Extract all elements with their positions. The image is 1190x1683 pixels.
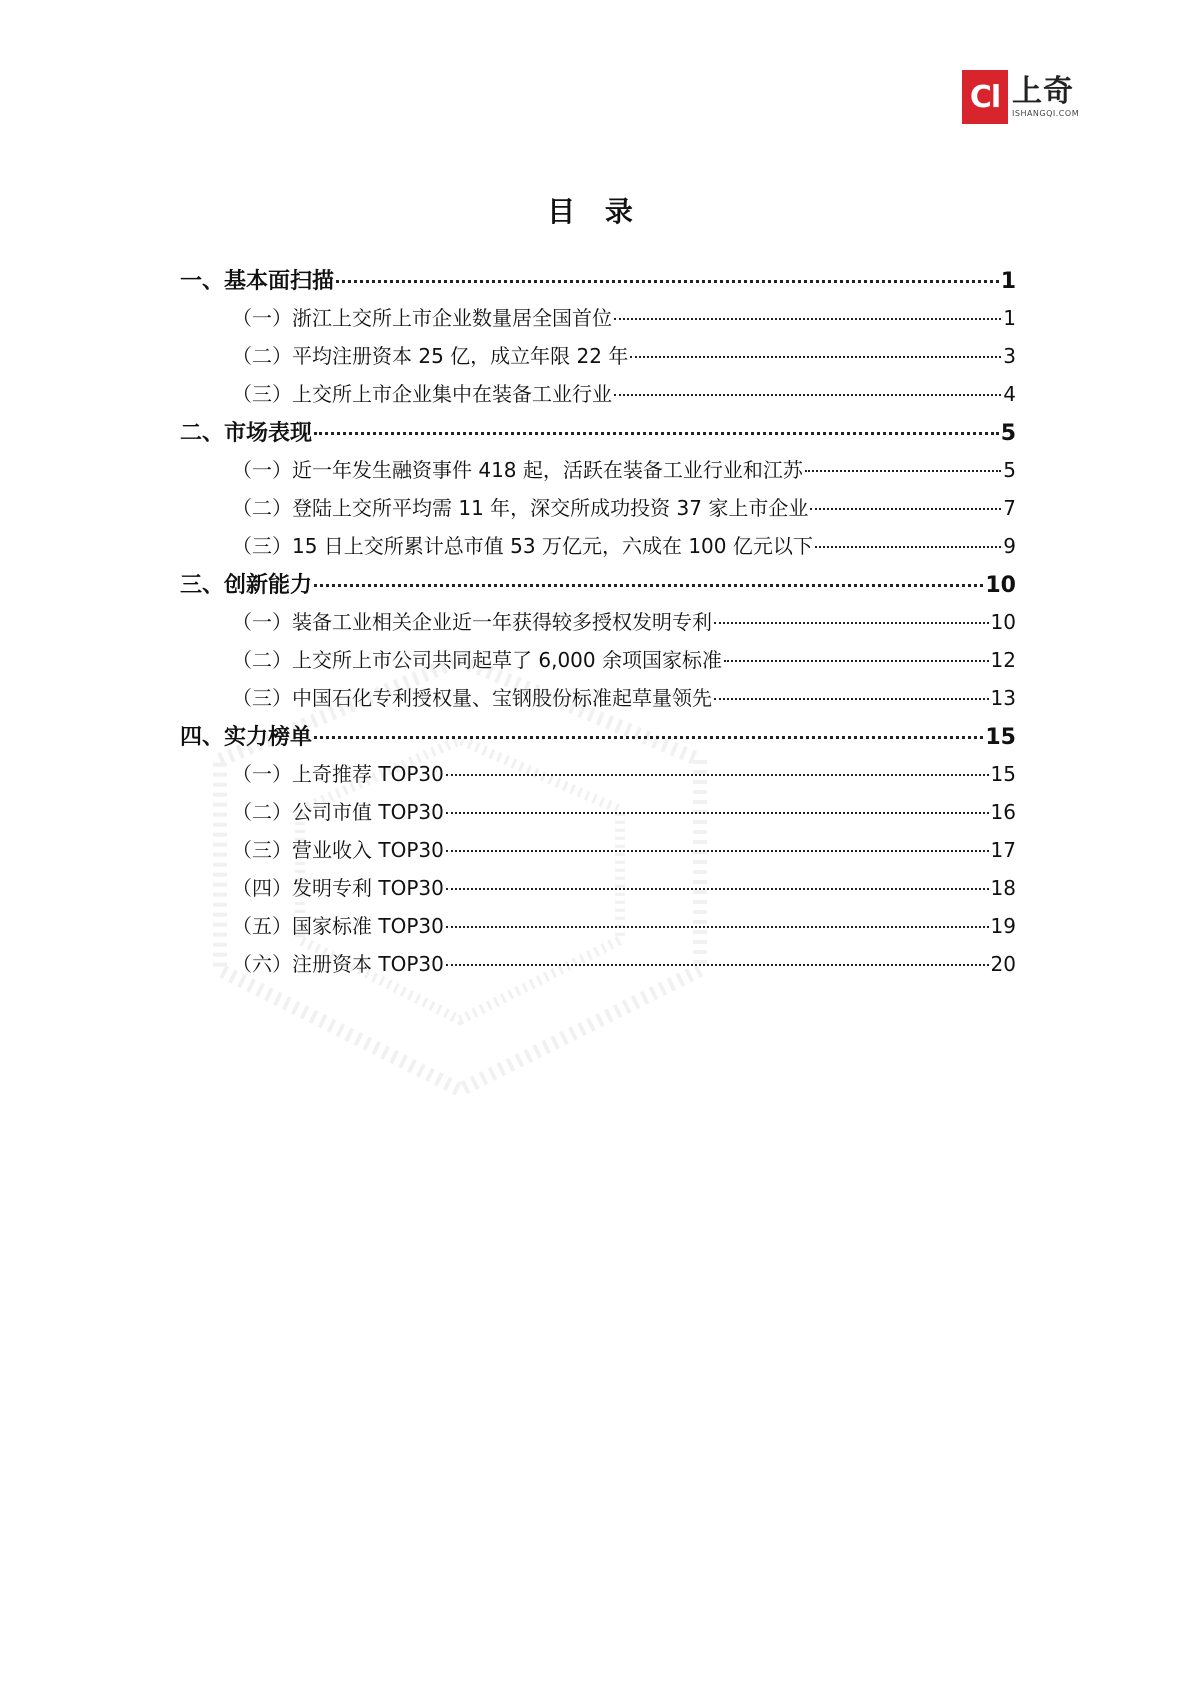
toc-subsection-entry[interactable] [180, 872, 1016, 910]
toc-subsection-entry[interactable] [180, 796, 1016, 834]
toc-entry-page-number: 18 [990, 876, 1016, 900]
dot-leader [810, 508, 1001, 510]
dot-leader [614, 318, 1001, 320]
toc-entry-page-number: 17 [990, 838, 1016, 862]
toc-entry-page-number: 10 [990, 610, 1016, 634]
toc-entry-page-number: 12 [990, 648, 1016, 672]
toc-entry-label: （三）营业收入 TOP30 [232, 838, 444, 862]
toc-entry-page-number: 9 [1003, 534, 1016, 558]
dot-leader [724, 660, 989, 662]
toc-subsection-entry[interactable] [180, 758, 1016, 796]
toc-entry-page-number: 3 [1003, 344, 1016, 368]
toc-subsection-entry[interactable] [180, 644, 1016, 682]
toc-entry-page-number: 5 [1000, 421, 1016, 446]
table-of-contents [180, 264, 1016, 986]
toc-subsection-entry[interactable] [180, 378, 1016, 416]
toc-subsection-entry[interactable] [180, 948, 1016, 986]
logo-mark-icon: Cl [962, 70, 1008, 124]
logo-chinese-name: 上奇 [1012, 73, 1074, 109]
dot-leader [336, 280, 999, 283]
toc-section-entry[interactable] [180, 568, 1016, 606]
toc-entry-label: （四）发明专利 TOP30 [232, 876, 444, 900]
toc-entry-page-number: 15 [990, 762, 1016, 786]
toc-section-entry[interactable] [180, 264, 1016, 302]
dot-leader [314, 736, 983, 739]
toc-entry-label: （二）登陆上交所平均需 11 年，深交所成功投资 37 家上市企业 [232, 496, 809, 520]
toc-entry-label: （五）国家标准 TOP30 [232, 914, 444, 938]
toc-subsection-entry[interactable] [180, 454, 1016, 492]
dot-leader [446, 964, 989, 966]
toc-section-entry[interactable] [180, 720, 1016, 758]
toc-entry-label: （一）装备工业相关企业近一年获得较多授权发明专利 [232, 610, 712, 634]
toc-subsection-entry[interactable] [180, 834, 1016, 872]
toc-entry-label: （二）公司市值 TOP30 [232, 800, 444, 824]
toc-entry-label: （三）15 日上交所累计总市值 53 万亿元，六成在 100 亿元以下 [232, 534, 813, 558]
toc-entry-label: 四、实力榜单 [180, 725, 313, 750]
toc-entry-label: 二、市场表现 [180, 421, 313, 446]
page-title: 目 录 [547, 195, 643, 228]
toc-entry-label: （二）平均注册资本 25 亿，成立年限 22 年 [232, 344, 629, 368]
dot-leader [446, 926, 989, 928]
toc-subsection-entry[interactable] [180, 606, 1016, 644]
toc-entry-label: （三）上交所上市企业集中在装备工业行业 [232, 382, 612, 406]
dot-leader [314, 432, 999, 435]
toc-entry-page-number: 4 [1003, 382, 1016, 406]
toc-entry-label: （三）中国石化专利授权量、宝钢股份标准起草量领先 [232, 686, 712, 710]
logo-text [1012, 73, 1080, 118]
toc-entry-page-number: 1 [1000, 269, 1016, 294]
toc-subsection-entry[interactable] [180, 530, 1016, 568]
toc-entry-label: （六）注册资本 TOP30 [232, 952, 444, 976]
toc-entry-label: 一、基本面扫描 [180, 269, 335, 294]
dot-leader [314, 584, 983, 587]
logo-domain: ISHANGQI.COM [1012, 108, 1080, 118]
toc-subsection-entry[interactable] [180, 910, 1016, 948]
toc-subsection-entry[interactable] [180, 682, 1016, 720]
dot-leader [614, 394, 1001, 396]
toc-entry-label: （一）近一年发生融资事件 418 起，活跃在装备工业行业和江苏 [232, 458, 803, 482]
toc-entry-page-number: 15 [985, 725, 1016, 750]
toc-subsection-entry[interactable] [180, 492, 1016, 530]
dot-leader [446, 850, 989, 852]
toc-entry-page-number: 5 [1003, 458, 1016, 482]
toc-entry-page-number: 1 [1003, 306, 1016, 330]
toc-entry-page-number: 20 [990, 952, 1016, 976]
dot-leader [714, 622, 989, 624]
toc-entry-page-number: 16 [990, 800, 1016, 824]
dot-leader [446, 888, 989, 890]
dot-leader [630, 356, 1001, 358]
toc-subsection-entry[interactable] [180, 340, 1016, 378]
dot-leader [815, 546, 1001, 548]
dot-leader [446, 812, 989, 814]
dot-leader [714, 698, 989, 700]
toc-entry-page-number: 7 [1003, 496, 1016, 520]
dot-leader [805, 470, 1001, 472]
toc-subsection-entry[interactable] [180, 302, 1016, 340]
toc-entry-page-number: 13 [990, 686, 1016, 710]
toc-entry-label: （一）浙江上交所上市企业数量居全国首位 [232, 306, 612, 330]
dot-leader [446, 774, 989, 776]
toc-entry-label: （一）上奇推荐 TOP30 [232, 762, 444, 786]
brand-logo [962, 69, 1079, 125]
toc-entry-page-number: 19 [990, 914, 1016, 938]
toc-entry-label: （二）上交所上市公司共同起草了 6,000 余项国家标准 [232, 648, 722, 672]
toc-entry-label: 三、创新能力 [180, 573, 313, 598]
toc-entry-page-number: 10 [985, 573, 1016, 598]
toc-section-entry[interactable] [180, 416, 1016, 454]
